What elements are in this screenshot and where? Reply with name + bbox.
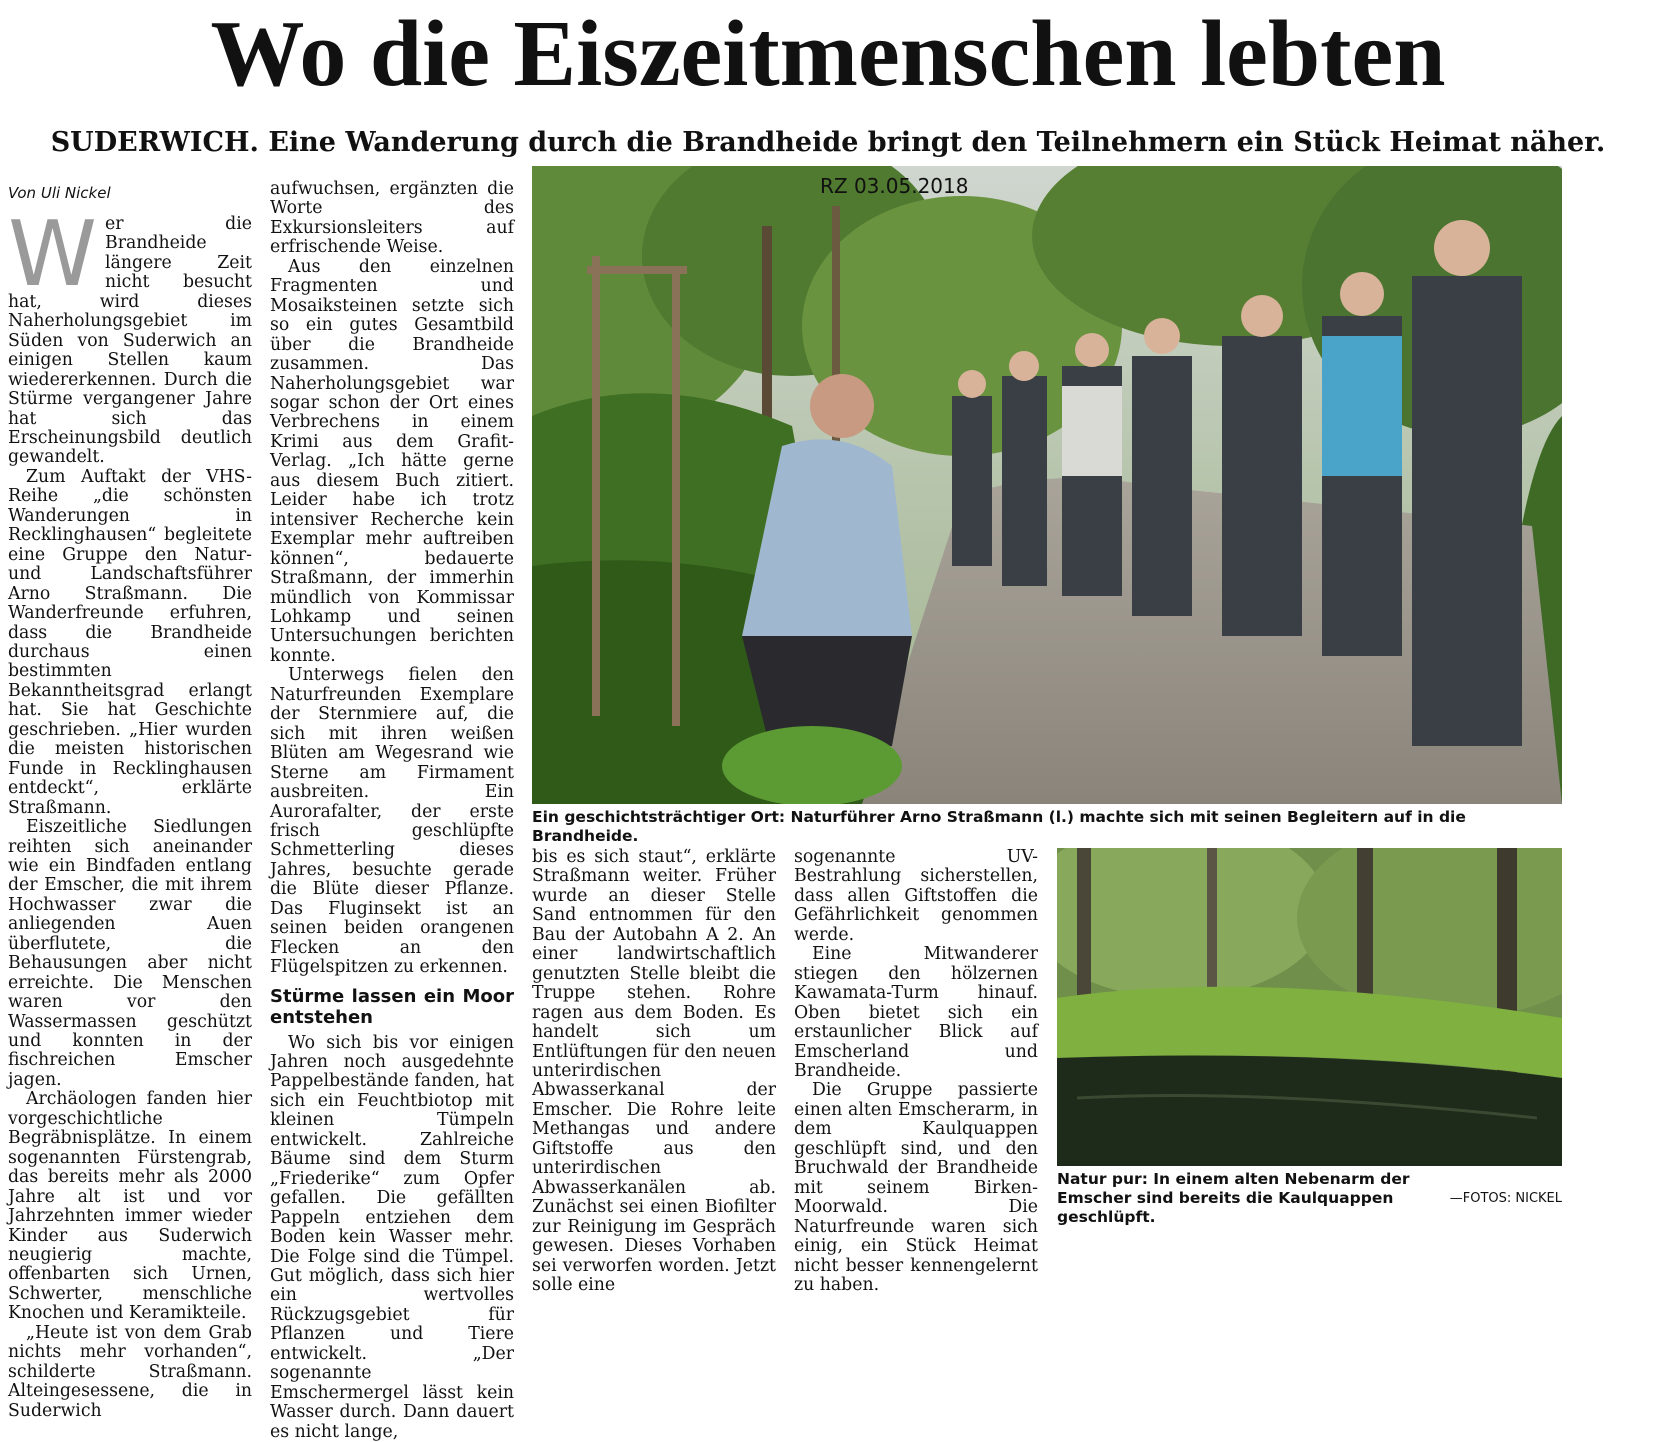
paragraph: sogenannte UV-Bestrahlung sicherstellen, dass allen Giftstoffen die Gefährlichkeit genommen werde. (794, 847, 1038, 945)
paragraph: „Heute ist von dem Grab nichts mehr vorhanden“, schilderte Straßmann. Alteingesessene, die in Suderwich (8, 1322, 252, 1421)
paragraph: Archäologen fanden hier vorgeschichtliche Begräbnisplätze. In einem sogenannten Fürstengrab, das bereits mehr als 2000 Jahre alt ist und vor Jahrzehnten immer wieder Kinder aus Suderwich neugierig machte, offenbarten sich Urnen, Schwerter, menschliche Knochen und Keramikteile. (8, 1089, 252, 1324)
paragraph: Aus den einzelnen Fragmenten und Mosaiksteinen setzte sich so ein gutes Gesamtbild über die Brandheide zusammen. Das Naherholungsgebiet war sogar schon der Ort eines Verbrechens in einem Krimi aus dem Grafit-Verlag. „Ich hätte gerne aus diesem Buch zitiert. Leider habe ich trotz intensiver Recherche kein Exemplar mehr auftreiben können“, bedauerte Straßmann, der immerhin mündlich von Kommissar Lohkamp und seinen Untersuchungen berichten konnte. (270, 256, 514, 666)
section-subheading: Stürme lassen ein Moor entstehen (270, 985, 514, 1028)
text-column-2 (270, 180, 514, 1442)
paragraph: Zum Auftakt der VHS-Reihe „die schönsten Wanderungen in Recklinghausen“ begleitete eine Gruppe den Natur- und Landschaftsführer Arno Straßmann. Die Wanderfreunde erfuhren, dass die Brandheide durchaus einen bestimmten Bekanntheitsgrad erlangt hat. Sie hat Geschichte geschrieben. „Hier wurden die meisten historischen Funde in Recklinghausen entdeckt“, erklärte Straßmann. (8, 466, 252, 818)
subheadline: SUDERWICH. Eine Wanderung durch die Brandheide bringt den Teilnehmern ein Stück Heimat näher. (50, 127, 1606, 158)
text-column-4 (794, 848, 1038, 1295)
secondary-photo (1057, 848, 1562, 1166)
secondary-photo-caption: Natur pur: In einem alten Nebenarm der Emscher sind bereits die Kaulquappen geschlüpft. (1057, 1170, 1410, 1226)
paragraph: Die Gruppe passierte einen alten Emscherarm, in dem Kaulquappen geschlüpft sind, und den Bruchwald der Brandheide mit seinem Birken-Moorwald. Die Naturfreunde waren sich einig, ein Stück Heimat nicht besser kennengelernt zu haben. (794, 1080, 1038, 1295)
paragraph: Unterwegs fielen den Naturfreunden Exemplare der Sternmiere auf, die sich mit ihren weißen Blüten am Wegesrand wie Sterne am Firmament ausbreiten. Ein Aurorafalter, der erste frisch geschlüpfte Schmetterling dieses Jahres, besuchte gerade die Blüte dieser Pflanze. Das Fluginsekt ist an seinen beiden orangenen Flecken an den Flügelspitzen zu erkennen. (270, 665, 514, 978)
main-photo-illustration (532, 166, 1562, 804)
main-photo-caption: Ein geschichtsträchtiger Ort: Naturführer Arno Straßmann (l.) machte sich mit seinen Begleitern auf in die Brandheide. (532, 808, 1466, 845)
photo-credit: —FOTOS: NICKEL (1449, 1191, 1562, 1206)
paragraph: Eine Mitwanderer stiegen den hölzernen Kawamata-Turm hinauf. Oben bietet sich ein erstaunlicher Blick auf Emscherland und Brandheide. (794, 944, 1038, 1081)
headline: Wo die Eiszeitmenschen lebten (210, 2, 1446, 106)
paragraph: Wer die Brandheide längere Zeit nicht besucht hat, wird dieses Naherholungsgebiet im Süden von Suderwich an einigen Stellen kaum wiedererkennen. Durch die Stürme vergangener Jahre hat sich das Erscheinungsbild deutlich gewandelt. (8, 202, 252, 468)
paragraph: aufwuchsen, ergänzten die Worte des Exkursionsleiters auf erfrischende Weise. (270, 179, 514, 258)
text-column-1 (8, 183, 252, 1421)
byline: Von Uli Nickel (8, 184, 111, 202)
paragraph: bis es sich staut“, erklärte Straßmann weiter. Früher wurde an dieser Stelle Sand entnommen für den Bau der Autobahn A 2. An einer landwirtschaftlich genutzten Stelle bleibt die Truppe stehen. Rohre ragen aus dem Boden. Es handelt sich um Entlüftungen für den neuen unterirdischen Abwasserkanal der Emscher. Die Rohre leite Methangas und andere Giftstoffe aus den unterirdischen Abwasserkanälen ab. Zunächst sei einen Biofilter zur Reinigung im Gespräch gewesen. Dieses Vorhaben sei verworfen worden. Jetzt solle eine (532, 847, 776, 1295)
date-stamp: RZ 03.05.2018 (820, 174, 969, 198)
paragraph: Wo sich bis vor einigen Jahren noch ausgedehnte Pappelbestände fanden, hat sich ein Feuchtbiotop mit kleinen Tümpeln entwickelt. Zahlreiche Bäume sind dem Sturm „Friederike“ zum Opfer gefallen. Die gefällten Pappeln entziehen dem Boden kein Wasser mehr. Die Folge sind die Tümpel. Gut möglich, dass sich hier ein wertvolles Rückzugsgebiet für Pflanzen und Tiere entwickelt. „Der sogenannte Emschermergel lässt kein Wasser durch. Dann dauert es nicht lange, (270, 1032, 514, 1442)
main-photo (532, 166, 1562, 804)
text-column-3 (532, 848, 776, 1295)
dropcap: W (8, 202, 97, 307)
secondary-photo-illustration (1057, 848, 1562, 1166)
paragraph: Eiszeitliche Siedlungen reihten sich aneinander wie ein Bindfaden entlang der Emscher, die mit ihrem Hochwasser zwar die anliegenden Auen überflutete, die Behausungen aber nicht erreichte. Die Menschen waren vor den Wassermassen geschützt und konnten in der fischreichen Emscher jagen. (8, 817, 252, 1090)
